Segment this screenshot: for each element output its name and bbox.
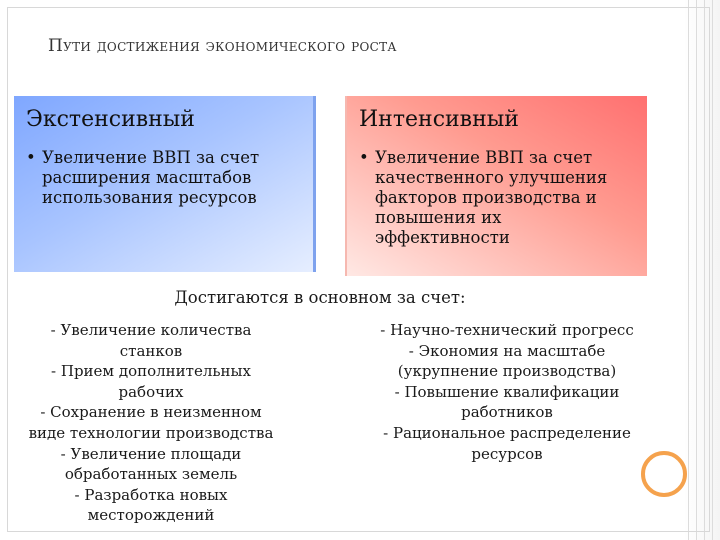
list-item: - Разработка новых [74,485,228,504]
list-item: месторождений [87,506,215,525]
intensive-line-3: факторов производства и [375,188,597,207]
list-item: - Рациональное распределение [383,423,631,442]
list-item: (укрупнение производства) [397,362,617,381]
slide-title: Пути достижения экономического роста [48,36,397,56]
list-item: виде технологии производства [28,423,274,442]
list-item: - Повышение квалификации [394,382,620,401]
extensive-box [14,96,316,272]
list-item: - Сохранение в неизменном [40,403,262,422]
intensive-bullet-text [375,148,635,248]
list-item: ресурсов [471,444,543,463]
page-edge-decoration [684,0,720,540]
extensive-factors-list [10,320,292,526]
list-item: - Увеличение количества [50,321,252,339]
intensive-line-2: качественного улучшения [375,168,608,187]
list-item: обработанных земель [64,465,238,484]
intensive-line-5: эффективности [375,228,510,247]
bullet-icon: • [359,148,369,167]
subheading: Достигаются в основном за счет: [174,288,466,307]
decorative-circle-icon [641,451,687,497]
extensive-heading: Экстенсивный [26,107,195,132]
intensive-bullet [359,148,635,248]
list-item: работников [461,403,553,422]
list-item: - Прием дополнительных [51,362,251,381]
intensive-line-1: Увеличение ВВП за счет [375,148,593,167]
extensive-line-3: использования ресурсов [42,188,257,207]
bullet-icon: • [26,148,36,167]
intensive-box [345,96,647,276]
intensive-factors-list [358,320,656,464]
list-item: рабочих [118,382,184,401]
list-item: - Экономия на масштабе [408,341,606,360]
intensive-heading: Интенсивный [359,107,519,132]
extensive-line-1: Увеличение ВВП за счет [42,148,260,167]
list-item: - Научно-технический прогресс [380,321,634,339]
extensive-line-2: расширения масштабов [42,168,252,187]
list-item: - Увеличение площади [60,444,242,463]
list-item: станков [119,341,183,360]
extensive-bullet-text [42,148,301,208]
intensive-line-4: повышения их [375,208,502,227]
extensive-bullet [26,148,301,208]
